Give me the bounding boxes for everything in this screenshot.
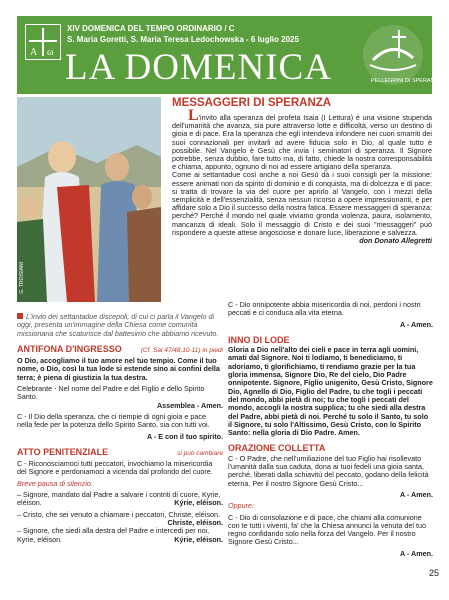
intro-note: L'invio dei settantadue discepoli, di cui ci parla il Vangelo di oggi, presenta un'immagine della Chiesa come comunità missionaria che scaturisce dal battesimo che abbiamo ricevuto. [17,312,219,338]
jubilee-text: PELLEGRINI DI SPERANZA [371,78,442,84]
masthead-title: LA DOMENICA [65,47,332,88]
penitential-text: C - Riconosciamoci tutti peccatori, invochiamo la misericordia del Signore e perdoniamoci a vicenda dal profondo del cuore. [17,459,213,477]
svg-text:ω: ω [47,47,54,58]
issue-title: XIV DOMENICA DEL TEMPO ORDINARIO / C [67,24,235,33]
article-paragraph-2: Come ai settantadue così anche a noi Gesù dà i suoi consigli per la missione: essere animati non da spirito di dominio e di conquista, ma di dolcezza e di pace: si tratta di trovare la via del cuore per aprirlo al Vangelo, con i mezzi della semplicità e dell'essenzialità, senza nessun ricorso a opere impressionanti, e per affidare solo a Dio il successo della nostra fatica. Essere messaggeri di speranza: perché? Perché il mondo nel quale viviamo gronda violenza, paura, isolamento, mancanza di ideali. Solo il messaggio di Cristo e dei suoi "messaggeri" può rispondere a queste attese angosciose e donare luce, liberazione e salvezza. [172,170,432,237]
issue-date: S. Maria Goretti, S. Maria Teresa Ledochowska - 6 luglio 2025 [67,35,299,44]
right-column [228,301,433,561]
oppure-rubric: Oppure: [228,501,254,511]
celebrant-line: Celebrante - Nel nome del Padre e del Figlio e dello Spirito Santo. [17,384,205,402]
penitential-heading: ATTO PENITENZIALE si può cambiare [17,446,223,457]
article-body [172,107,432,246]
article-paragraph-1: 'invito alla speranza del profeta Isaia (I Lettura) è una visione stupenda dell'umanità che avanza, sia pure attraverso lotte e difficoltà, verso un destino di gioia e di pace. Era la speranza che egli intendeva infondere nei cuori smarriti dei suoi connazionali per invitarli ad avere fiducia solo in Dio, al quale tutto è possibile. Nel Vangelo è Gesù che invia i seminatori di speranza. Il Signore potrebbe, senza dubbio, fare tutto ma, di fatto, chiede la nostra corresponsabilità e chiama, appunto, ognuno di noi ad essere artigiano della speranza. [172,113,432,172]
svg-text:A: A [30,47,38,58]
drop-cap: L [188,107,199,124]
gloria-heading: INNO DI LODE [228,334,290,345]
gospel-illustration [17,97,161,302]
photo-credit: G. TROISIANI [19,262,25,294]
collect-text-2: C - Dio di consolazione e di pace, che chiami alla comunione con te tutti i viventi, fa' che la Chiesa annunci la venuta del tuo regno confidando solo nella forza del Vangelo. Per il nostro Signore Gesù Cristo... [228,512,426,547]
absolution-amen: A - Amen. [399,319,433,329]
kyrie-2: – Cristo, che sei venuto a chiamare i peccatori, Christe, eléison. Christe, eléison. [17,509,223,527]
article-signature: don Donato Allegretti [359,236,432,246]
jubilee-logo [358,20,442,90]
red-square-icon [17,313,23,319]
collect-amen-1: A - Amen. [399,489,433,499]
left-column [17,309,223,547]
greeting-response: A - E con il tuo spirito. [147,431,223,441]
collect-text-1: C - O Padre, che nell'umiliazione del tuo Figlio hai risollevato l'umanità dalla sua caduta, dona ai tuoi fedeli una gioia santa, perché, liberati dalla schiavitù del peccato, godano della felicità eterna. Per il nostro Signore Gesù Cristo... [228,453,429,488]
kyrie-3: – Signore, che siedi alla destra del Padre e intercedi per noi, Kyrie, eléison. Kýrie, eléison. [17,526,223,544]
collect-heading: ORAZIONE COLLETTA [228,443,326,454]
gloria-text: Gloria a Dio nell'alto dei cieli e pace in terra agli uomini, amati dal Signore. Noi ti lodiamo, ti benediciamo, ti adoriamo, ti glorifichiamo, ti rendiamo grazie per la tua gloria immensa, Signore Dio, Re del cielo, Dio Padre onnipotente. Signore, Figlio unigenito, Gesù Cristo, Signore Dio, Agnello di Dio, Figlio del Padre, tu che togli i peccati del mondo, abbi pietà di noi; tu che togli i peccati del mondo, accogli la nostra supplica; tu che siedi alla destra del Padre, abbi pietà di noi. Perché tu solo il Santo, tu solo il Signore, tu solo l'Altissimo, Gesù Cristo, con lo Spirito Santo: nella gloria di Dio Padre. Amen. [228,345,433,438]
silence-rubric: Breve pausa di silenzio. [17,478,93,488]
alpha-omega-logo [25,24,61,60]
page-number: 25 [428,568,439,578]
antiphon-text: O Dio, accogliamo il tuo amore nel tuo tempio. Come il tuo nome, o Dio, così la tua lode si estende sino ai confini della terra; è piena di giustizia la tua destra. [17,356,220,382]
article-title: MESSAGGERI DI SPERANZA [172,97,332,109]
penitential-note: si può cambiare [177,449,223,457]
antiphon-reference: (Cf. Sal 47/48,10-11) in piedi [140,346,223,354]
kyrie-1: – Signore, mandato dal Padre a salvare i contriti di cuore, Kyrie, eléison. Kýrie, eléison. [17,490,223,508]
absolution-text: C - Dio onnipotente abbia misericordia di noi, perdoni i nostri peccati e ci conduca alla vita eterna. [228,300,421,318]
greeting-text: C - Il Dio della speranza, che ci riempie di ogni gioia e pace nella fede per la potenza dello Spirito Santo, sia con tutti voi. [17,411,210,430]
collect-amen-2: A - Amen. [399,548,433,558]
antiphon-heading: ANTIFONA D'INGRESSO (Cf. Sal 47/48,10-11) in piedi [17,343,223,354]
assembly-amen: Assemblea - Amen. [156,400,223,410]
header-banner [17,16,442,94]
